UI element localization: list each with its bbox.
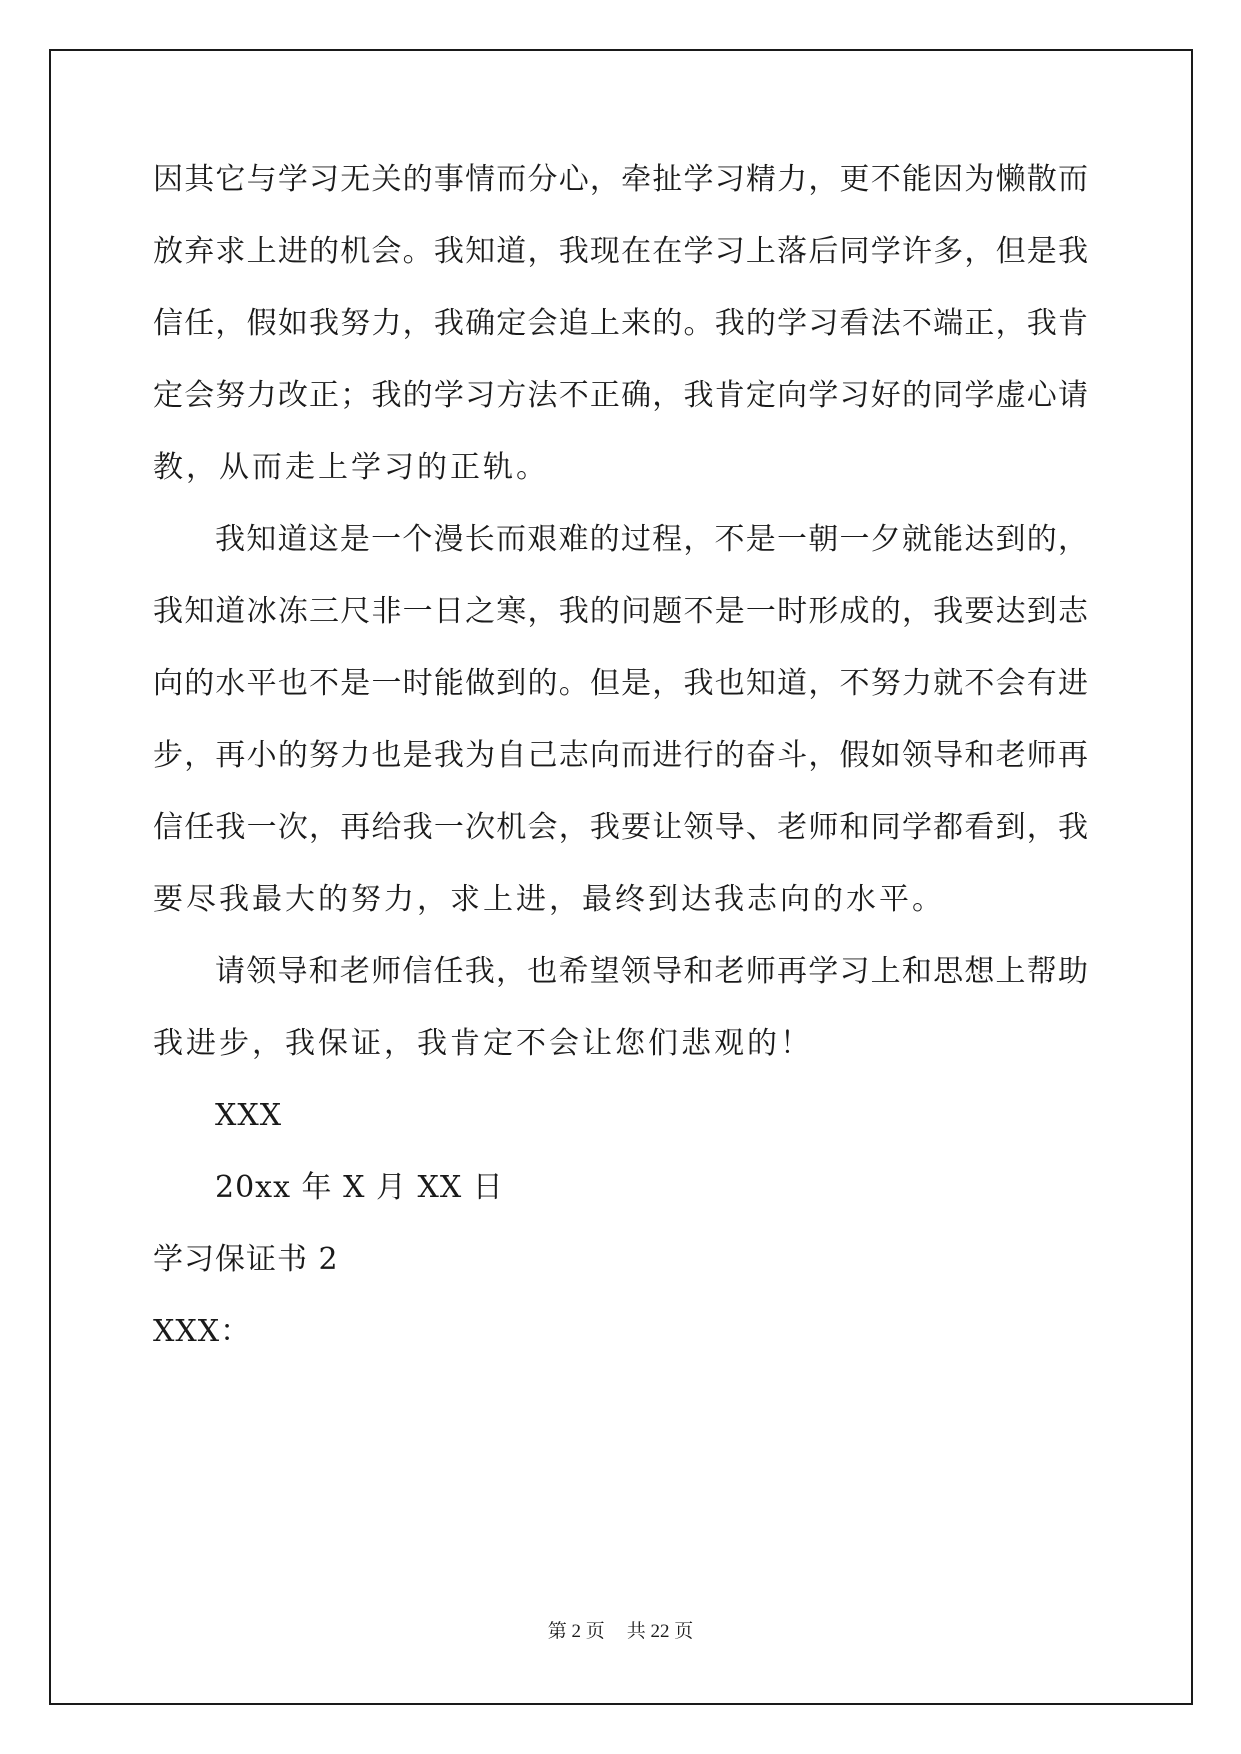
text-line: 教，从而走上学习的正轨。 — [153, 450, 549, 485]
text-line: 我进步，我保证，我肯定不会让您们悲观的！ — [153, 1026, 813, 1061]
page-footer — [0, 1620, 1241, 1644]
text-line: 因其它与学习无关的事情而分心，牵扯学习精力，更不能因为懒散而 — [153, 162, 1088, 197]
text-line: 定会努力改正；我的学习方法不正确，我肯定向学习好的同学虚心请 — [153, 378, 1088, 413]
text-line: 向的水平也不是一时能做到的。但是，我也知道，不努力就不会有进 — [153, 666, 1088, 701]
text-line: 信任我一次，再给我一次机会，我要让领导、老师和同学都看到，我 — [153, 810, 1088, 845]
salutation: XXX： — [153, 1314, 252, 1349]
signature-date: 20xx 年 X 月 XX 日 — [215, 1170, 504, 1205]
signature-name: XXX — [215, 1098, 283, 1133]
paragraph-first-line: 我知道这是一个漫长而艰难的过程，不是一朝一夕就能达到的， — [215, 522, 1088, 557]
page-number: 第 2 页 — [547, 1621, 605, 1642]
text-line: 要尽我最大的努力，求上进，最终到达我志向的水平。 — [153, 882, 945, 917]
section-title: 学习保证书 2 — [153, 1242, 339, 1277]
page-total: 共 22 页 — [626, 1621, 694, 1642]
text-line: 步，再小的努力也是我为自己志向而进行的奋斗，假如领导和老师再 — [153, 738, 1088, 773]
text-line: 我知道冰冻三尺非一日之寒，我的问题不是一时形成的，我要达到志 — [153, 594, 1088, 629]
page-border — [49, 49, 1193, 1705]
text-line: 放弃求上进的机会。我知道，我现在在学习上落后同学许多，但是我 — [153, 234, 1088, 269]
text-line: 信任，假如我努力，我确定会追上来的。我的学习看法不端正，我肯 — [153, 306, 1088, 341]
paragraph-first-line: 请领导和老师信任我，也希望领导和老师再学习上和思想上帮助 — [215, 954, 1088, 989]
